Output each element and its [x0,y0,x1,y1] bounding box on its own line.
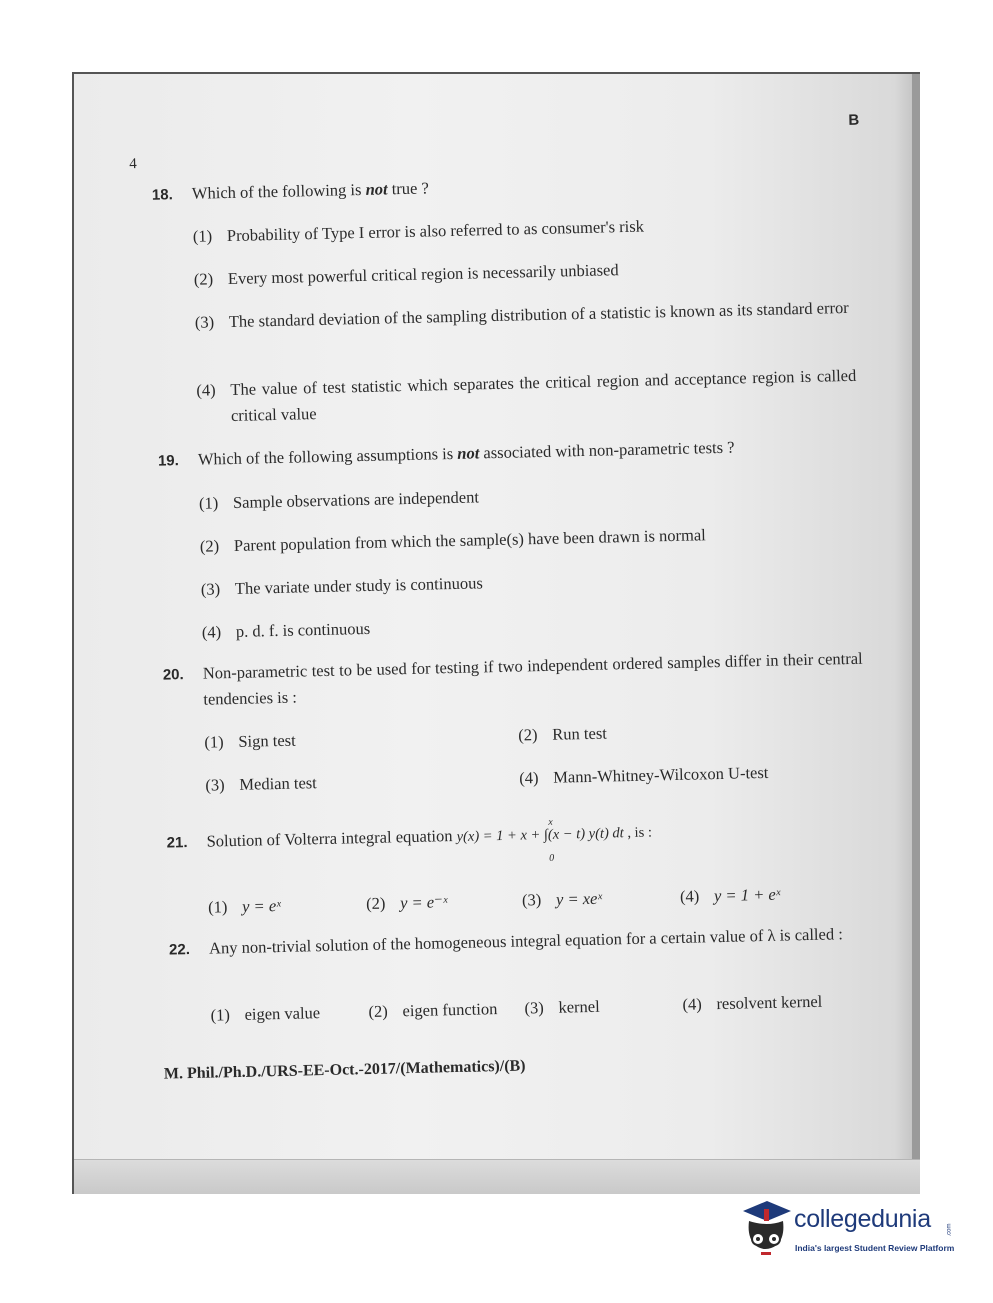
option: (4) The value of test statistic which separates the critical region and acceptance region is called critical value [196,365,857,425]
option: (1) Probability of Type I error is also referred to as consumer's risk [192,216,645,246]
graduate-mascot-icon [737,1197,793,1261]
question-text: Which of the following is not true ? [191,178,430,203]
question-21 [166,814,866,864]
page-number: 4 [129,156,137,173]
question-22 [169,921,869,963]
option: (4) p. d. f. is continuous [201,618,371,642]
logo-wordmark: collegedunia [794,1205,931,1233]
option: (2) eigen function [368,999,498,1022]
option: (3) The variate under study is continuous [200,573,483,599]
question-18 [152,166,852,208]
scanned-page [72,72,920,1194]
option: (4) Mann-Whitney-Wilcoxon U-test [519,762,769,788]
question-number: 20. [162,666,184,684]
question-set-label: B [848,111,860,129]
question-text: Solution of Volterra integral equation y(x) = 1 + x + ∫(x − t) y(t) dt x 0 , is : [166,814,866,857]
option: (4) y = 1 + eˣ [679,884,781,906]
option: (2) Run test [518,723,608,745]
paper-code-footer: M. Phil./Ph.D./URS-EE-Oct.-2017/(Mathematics)/(B) [163,1057,526,1083]
option: (1) eigen value [210,1003,321,1025]
option: (1) y = eˣ [207,895,282,917]
option: (3) kernel [524,996,600,1018]
integral-upper-limit: x [548,816,553,828]
option: (1) Sign test [204,730,296,752]
option: (2) y = e⁻ˣ [365,892,448,914]
question-20 [163,646,864,714]
question-19 [158,432,858,474]
option: (4) resolvent kernel [682,991,823,1014]
collegedunia-logo[interactable] [737,1197,962,1267]
integral-lower-limit: 0 [549,852,555,864]
logo-tagline: India's largest Student Review Platform [795,1243,955,1253]
volterra-equation: y(x) = 1 + x + ∫(x − t) y(t) dt x 0 [456,825,627,845]
question-text: Which of the following assumptions is not associated with non-parametric tests ? [197,437,735,469]
option: (2) Every most powerful critical region is necessarily unbiased [193,260,619,289]
option: (2) Parent population from which the sample(s) have been drawn is normal [199,525,706,556]
option: (3) The standard deviation of the sampling distribution of a statistic is known as its standard error [194,297,849,332]
logo-domain-suffix: .com [946,1223,953,1237]
question-text: Any non-trivial solution of the homogeneous integral equation for a certain value of λ is called : [208,924,844,958]
question-number: 18. [151,186,174,204]
option: (3) Median test [205,773,317,795]
question-number: 21. [166,834,188,852]
question-number: 19. [157,452,180,470]
option: (3) y = xeˣ [521,888,603,910]
option: (1) Sample observations are independent [198,487,480,513]
question-number: 22. [168,941,191,959]
question-text: Non-parametric test to be used for testing if two independent ordered samples differ in their central tendencies is : [202,648,863,709]
